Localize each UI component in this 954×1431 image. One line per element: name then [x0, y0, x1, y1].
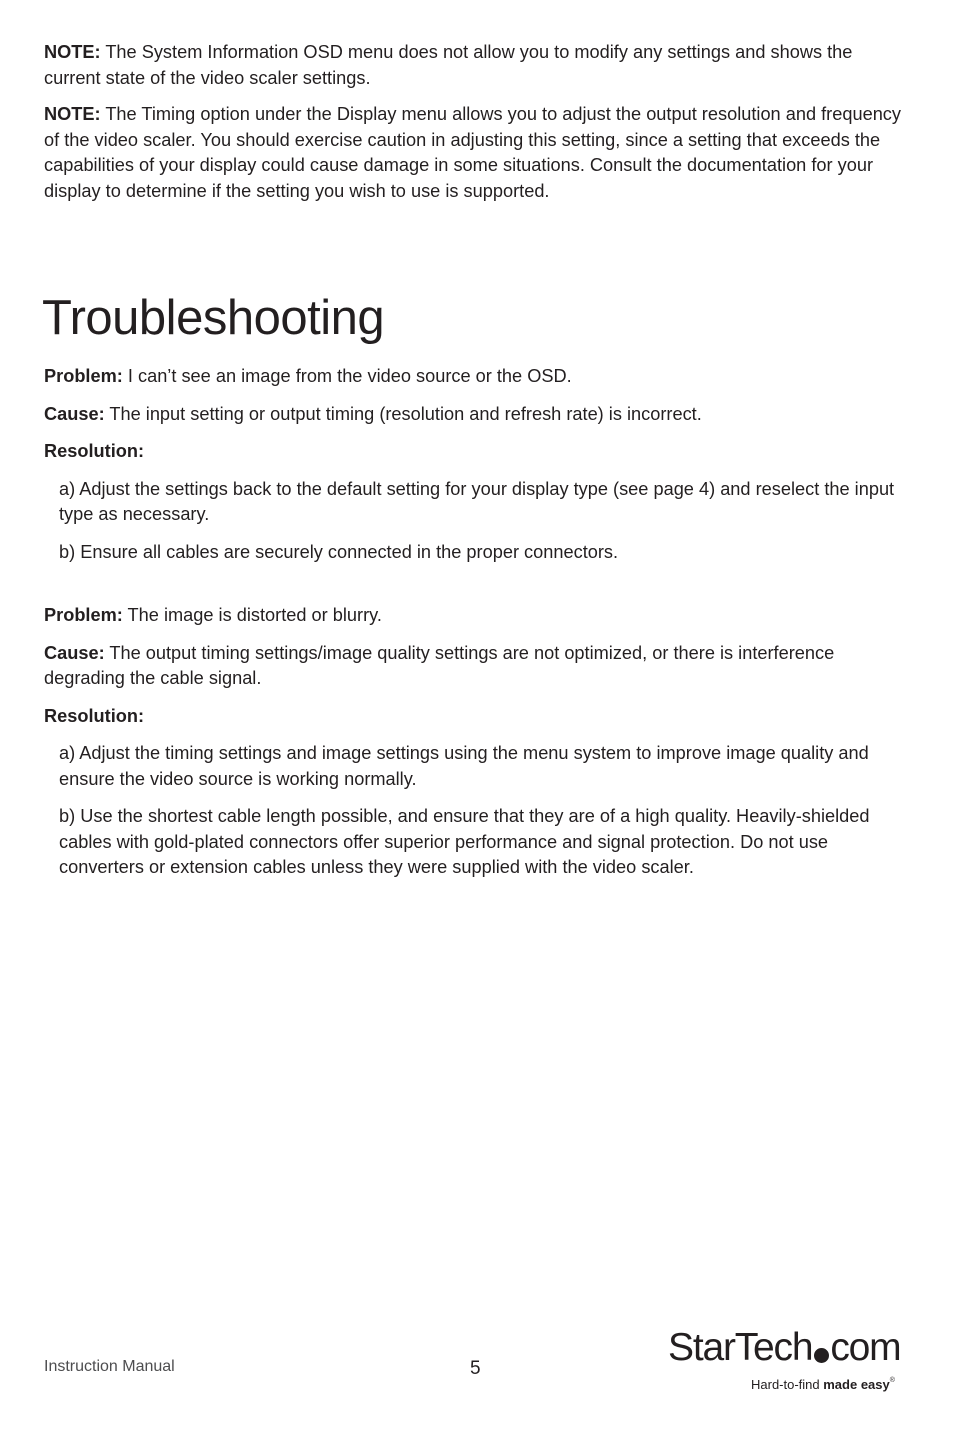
logo-tagline	[751, 1377, 895, 1392]
cause-text: The output timing settings/image quality settings are not optimized, or there is interference degrading the cable signal.	[44, 642, 835, 688]
note-label: NOTE:	[44, 104, 101, 124]
cause-text: The input setting or output timing (resolution and refresh rate) is incorrect.	[104, 403, 702, 424]
cause-line	[44, 402, 914, 428]
note-timing-option	[44, 102, 914, 204]
logo-dot-icon	[814, 1348, 829, 1363]
problem-label: Problem:	[44, 605, 123, 625]
note-text: The Timing option under the Display menu allows you to adjust the output resolution and frequency of the video scaler. You should exercise caution in adjusting this setting, since a setting that exceeds the capabilities of your display could cause damage in some situations. Consult the documentation for your display to determine if the setting you wish to use is supported.	[44, 104, 901, 201]
note-system-information	[44, 40, 914, 91]
problem-line	[44, 364, 914, 390]
startech-logo	[668, 1326, 918, 1398]
problem-label: Problem:	[44, 366, 123, 386]
logo-wordmark	[668, 1326, 900, 1370]
resolution-label-text: Resolution:	[44, 705, 145, 726]
cause-line	[44, 641, 914, 692]
logo-brand: StarTech	[668, 1326, 813, 1369]
issue-no-image	[44, 364, 914, 565]
problem-text: I can’t see an image from the video source or the OSD.	[122, 366, 572, 386]
note-text: The System Information OSD menu does not allow you to modify any settings and shows the current state of the video scaler settings.	[44, 42, 853, 88]
document-page	[44, 40, 914, 893]
section-heading: Troubleshooting	[42, 291, 385, 345]
logo-domain: com	[830, 1326, 901, 1369]
registered-mark: ®	[889, 1377, 895, 1384]
resolution-step: a) Adjust the settings back to the default setting for your display type (see page 4) and reselect the input type as necessary.	[59, 478, 895, 524]
resolution-label-text: Resolution:	[44, 441, 145, 461]
note-label: NOTE:	[44, 42, 101, 62]
resolution-label	[44, 439, 914, 465]
resolution-step: b) Ensure all cables are securely connected in the proper connectors.	[59, 541, 619, 562]
resolution-step: a) Adjust the timing settings and image settings using the menu system to improve image quality and ensure the video source is working normally.	[59, 743, 869, 789]
page-number: 5	[470, 1358, 481, 1379]
logo-tagline-light: Hard-to-find	[751, 1377, 824, 1392]
problem-text: The image is distorted or blurry.	[122, 605, 382, 625]
resolution-step: b) Use the shortest cable length possible, and ensure that they are of a high quality. Heavily-shielded cables with gold-plated connectors offer superior performance and signal protection. Do not use converters or extension cables unless they were supplied with the video scaler.	[59, 806, 870, 877]
problem-line	[44, 603, 914, 629]
cause-label: Cause:	[44, 642, 105, 663]
cause-label: Cause:	[44, 403, 105, 424]
resolution-label	[44, 704, 914, 730]
logo-tagline-bold: made easy	[823, 1377, 890, 1392]
footer-manual-label: Instruction Manual	[44, 1358, 175, 1375]
issue-distorted-image	[44, 603, 914, 881]
